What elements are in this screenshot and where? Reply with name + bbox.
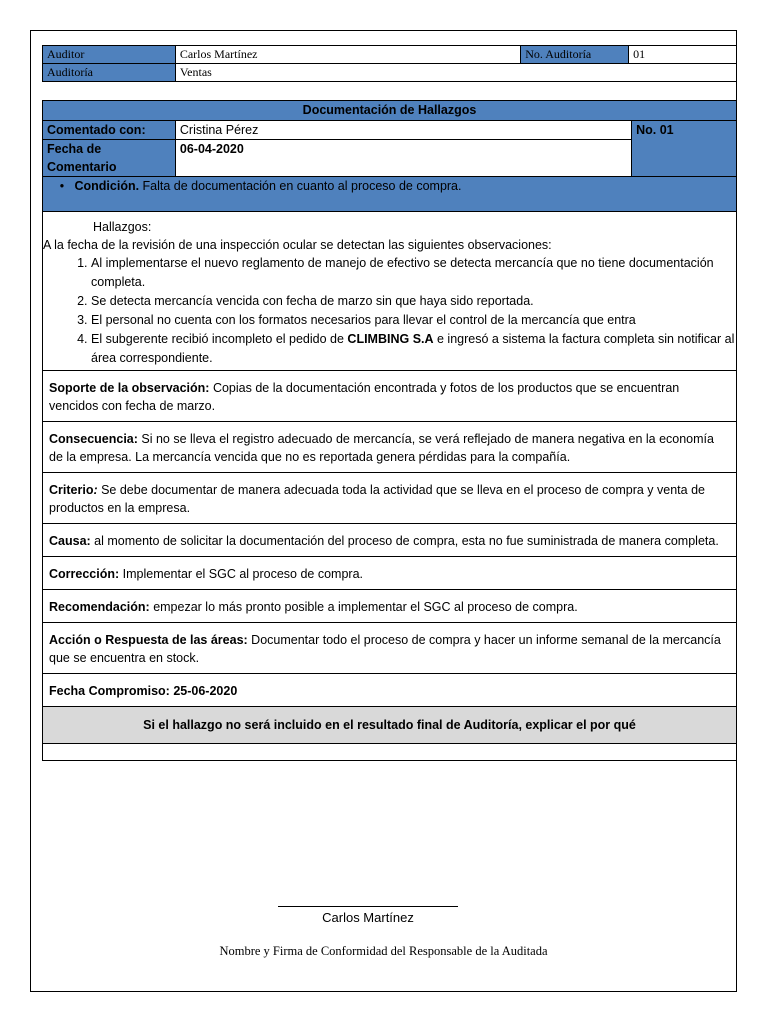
finding-number: No. 01 <box>632 121 737 177</box>
findings-table <box>42 100 737 761</box>
consecuencia-section: Consecuencia: Si no se lleva el registro adecuado de mercancía, se verá reflejado de manera negativa en la economía de la empresa. La mercancía vencida que no es reportada genera pérdidas para la compañía. <box>43 422 737 473</box>
comment-date-label: Fecha de Comentario <box>43 140 176 177</box>
condition-row <box>43 177 737 212</box>
findings-title: Documentación de Hallazgos <box>43 101 737 121</box>
hallazgos-section <box>43 212 737 371</box>
fecha-compromiso-section: Fecha Compromiso: 25-06-2020 <box>43 674 737 707</box>
company-name: CLIMBING S.A <box>347 332 434 346</box>
recomendacion-section: Recomendación: empezar lo más pronto posible a implementar el SGC al proceso de compra. <box>43 590 737 623</box>
exclusion-answer-row <box>43 744 737 761</box>
bullet-icon: • <box>59 179 65 193</box>
signature-caption: Nombre y Firma de Conformidad del Responsable de la Auditada <box>219 944 548 958</box>
audit-number-value: 01 <box>629 46 737 64</box>
observations-list <box>43 254 736 368</box>
condition-label: Condición. <box>74 179 140 193</box>
comment-date-value: 06-04-2020 <box>175 140 631 177</box>
correccion-section: Corrección: Implementar el SGC al proceso de compra. <box>43 557 737 590</box>
observation-item: 3. El personal no cuenta con los formatos necesarios para llevar el control de la mercancía que entra <box>91 311 736 330</box>
causa-section: Causa: al momento de solicitar la documentación del proceso de compra, esta no fue suministrada de manera completa. <box>43 524 737 557</box>
audit-number-label: No. Auditoría <box>521 46 629 64</box>
exclusion-note: Si el hallazgo no será incluido en el resultado final de Auditoría, explicar el por qué <box>43 707 737 744</box>
audit-header-table <box>42 45 737 82</box>
soporte-section: Soporte de la observación: Copias de la documentación encontrada y fotos de los productos que se encuentran vencidos con fecha de marzo. <box>43 371 737 422</box>
commented-with-value: Cristina Pérez <box>175 121 631 140</box>
signature-line <box>278 906 458 907</box>
observation-item: 2. Se detecta mercancía vencida con fecha de marzo sin que haya sido reportada. <box>91 292 736 311</box>
auditor-value: Carlos Martínez <box>175 46 520 64</box>
signature-name: Carlos Martínez <box>322 910 414 925</box>
observation-item: 4. El subgerente recibió incompleto el pedido de CLIMBING S.A e ingresó a sistema la factura completa sin notificar al área correspondiente. <box>91 330 736 368</box>
commented-with-label: Comentado con: <box>43 121 176 140</box>
audit-label: Auditoría <box>43 64 176 82</box>
observation-item: 1. Al implementarse el nuevo reglamento de manejo de efectivo se detecta mercancía que no tiene documentación completa. <box>91 254 736 292</box>
hallazgos-label: Hallazgos: <box>93 220 152 234</box>
auditor-label: Auditor <box>43 46 176 64</box>
accion-section: Acción o Respuesta de las áreas: Documentar todo el proceso de compra y hacer un informe semanal de la mercancía que se encuentra en stock. <box>43 623 737 674</box>
audit-value: Ventas <box>175 64 736 82</box>
condition-text: Falta de documentación en cuanto al proceso de compra. <box>139 179 462 193</box>
criterio-section: Criterio: Se debe documentar de manera adecuada toda la actividad que se lleva en el proceso de compra y venta de productos en la empresa. <box>43 473 737 524</box>
hallazgos-intro: A la fecha de la revisión de una inspección ocular se detectan las siguientes observaciones: <box>43 238 552 252</box>
